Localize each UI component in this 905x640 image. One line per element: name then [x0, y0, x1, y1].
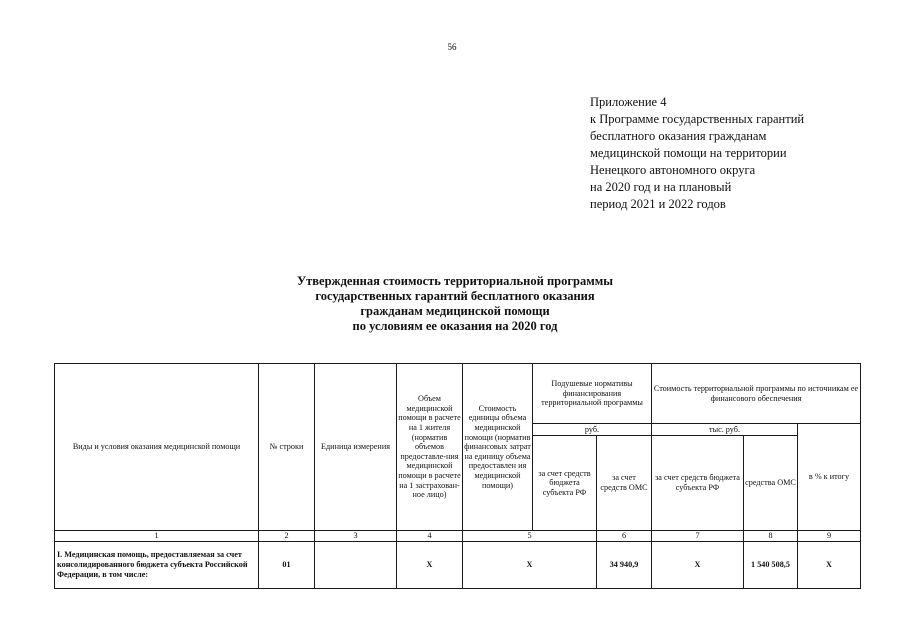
appendix-line: медицинской помощи на территории: [590, 146, 787, 160]
row-per-capita-budget: 34 940,9: [597, 541, 652, 588]
row-total-budget: 1 540 508,5: [744, 541, 798, 588]
title-line: гражданам медицинской помощи: [360, 304, 550, 318]
appendix-line: Приложение 4: [590, 95, 667, 109]
header-rub: руб.: [533, 424, 652, 436]
header-budget-rf-thous: за счет средств бюджета субъекта РФ: [652, 436, 744, 531]
header-thous-rub: тыс. руб.: [652, 424, 798, 436]
row-cost-per-unit: X: [463, 541, 597, 588]
appendix-line: период 2021 и 2022 годов: [590, 197, 726, 211]
header-cost-per-unit: Стоимость единицы объема медицинской помощи (норматив финансовых затрат на единицу объема предоставлен ия медицинской помощи): [463, 364, 533, 531]
row-per-capita-oms: X: [652, 541, 744, 588]
header-unit: Единица измерения: [315, 364, 397, 531]
column-number: 1: [55, 531, 259, 542]
header-volume: Объем медицинской помощи в расчете на 1 жителя (норматив объемов предоставле-ния медицинской помощи в расчете на 1 застрахован-ное лицо): [397, 364, 463, 531]
column-number: 8: [744, 531, 798, 542]
document-title: [230, 274, 680, 334]
title-line: государственных гарантий бесплатного оказания: [315, 289, 595, 303]
row-total-oms: X: [798, 541, 861, 588]
row-number: 01: [259, 541, 315, 588]
column-number: 9: [798, 531, 861, 542]
header-program-cost: Стоимость территориальной программы по источникам ее финансового обеспечения: [652, 364, 861, 424]
cost-table: [54, 363, 861, 589]
table-row: [55, 541, 861, 588]
header-budget-rf: за счет средств бюджета субъекта РФ: [533, 436, 597, 531]
header-per-capita: Подушевые нормативы финансирования территориальной программы: [533, 364, 652, 424]
title-line: Утвержденная стоимость территориальной программы: [296, 274, 614, 288]
row-name: I. Медицинская помощь, предоставляемая за счет консолидированного бюджета субъекта Российской Федерации, в том числе:: [55, 541, 259, 588]
column-number: 2: [259, 531, 315, 542]
row-volume: X: [397, 541, 463, 588]
column-number: 4: [397, 531, 463, 542]
appendix-note: [590, 94, 890, 213]
row-unit: [315, 541, 397, 588]
title-line: по условиям ее оказания на 2020 год: [352, 319, 558, 333]
appendix-line: к Программе государственных гарантий: [590, 112, 805, 126]
page-number: 56: [447, 42, 457, 52]
appendix-line: Ненецкого автономного округа: [590, 163, 756, 177]
header-kinds: Виды и условия оказания медицинской помощи: [55, 364, 259, 531]
column-number: 6: [597, 531, 652, 542]
column-number: 7: [652, 531, 744, 542]
appendix-line: на 2020 год и на плановый: [590, 180, 732, 194]
header-percent-total: в % к итогу: [798, 424, 861, 531]
appendix-line: бесплатного оказания гражданам: [590, 129, 767, 143]
header-oms-thous: средства ОМС: [744, 436, 798, 531]
column-number: 3: [315, 531, 397, 542]
column-number-row: [55, 531, 861, 542]
column-number: 5: [463, 531, 597, 542]
header-oms: за счет средств ОМС: [597, 436, 652, 531]
header-row-number: № строки: [259, 364, 315, 531]
